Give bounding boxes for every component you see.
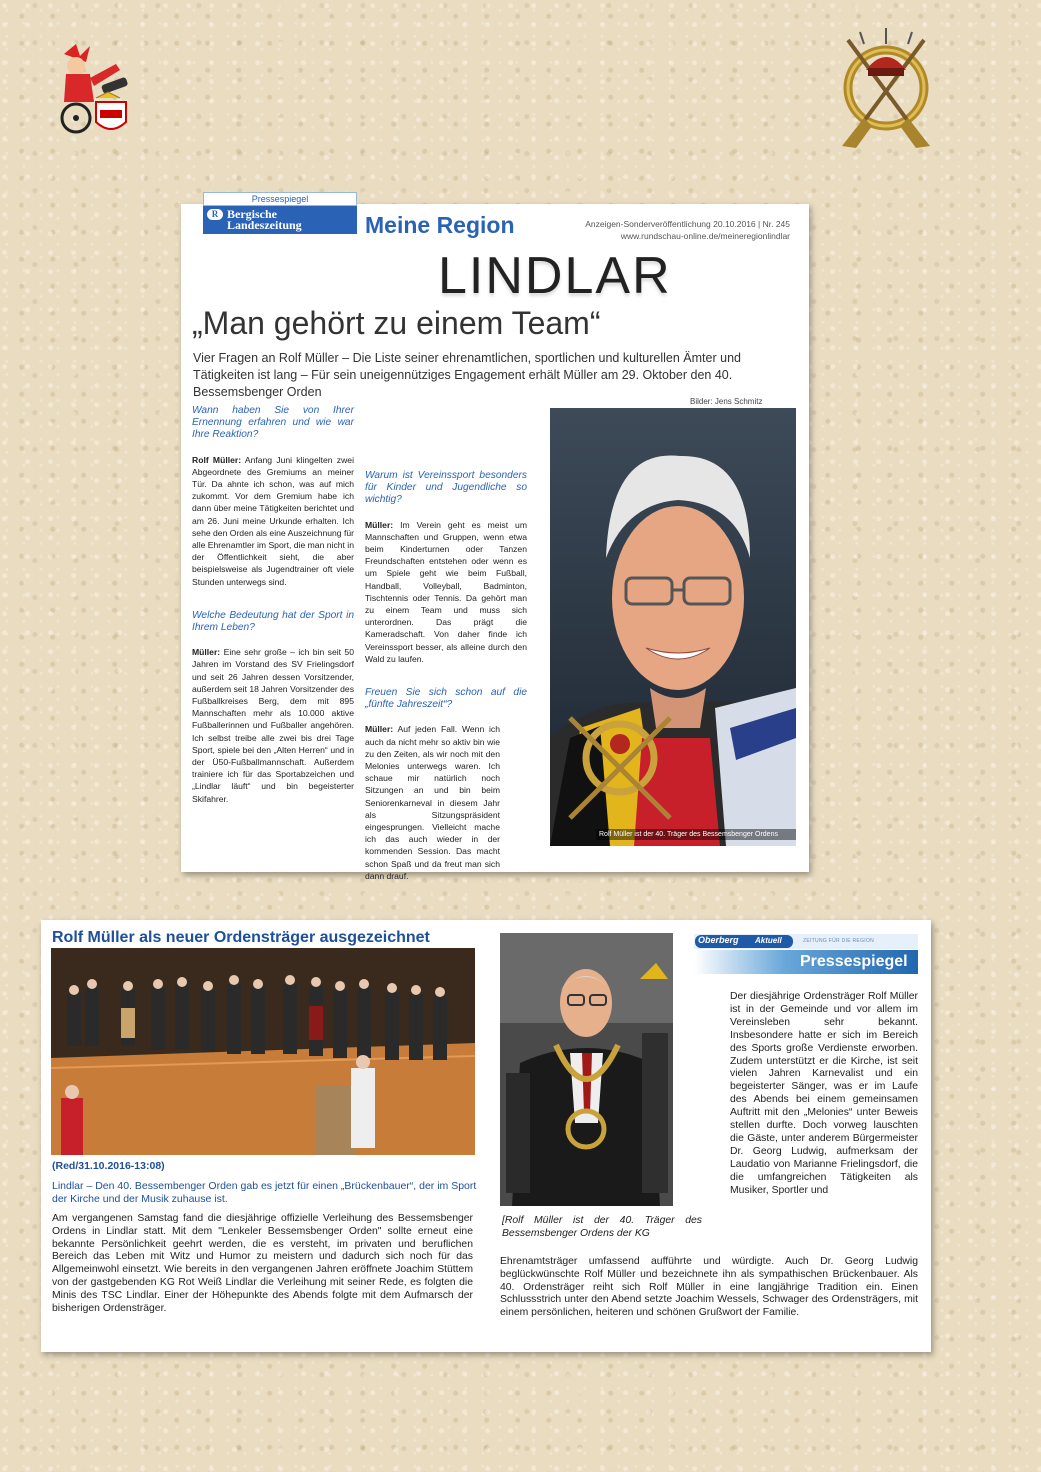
answer-4 bbox=[365, 723, 500, 882]
pressespiegel-tab: Pressespiegel bbox=[203, 192, 357, 206]
question-1: Wann haben Sie von Ihrer Ernennung erfahren und wie war Ihre Reaktion? bbox=[192, 405, 354, 441]
paper-name: Bergische Landeszeitung bbox=[227, 207, 302, 232]
article-body-left: Am vergangenen Samstag fand die diesjährige offizielle Verleihung des Bessemsbenger Ordens in Lindlar statt. Mit dem "Lenkeler Bessemsbenger Orden" sollte erneut eine bekannte Persönlichkeit geehrt werden, die es versteht, im privaten und beruflichen Bereich das Leben mit Witz und Humor zu meistern und dadurch sich noch für das Allgemeinwohl einsetzt. Wie bereits in den vergangenen Jahren eröffnete Joachim Stüttem von der gastgebenden KG Rot Weiß Lindlar die Verleihung mit seiner Rede, es folgten die Minis des TSC Lindlar. Einer der Höhepunkte des Abends folgte mit dem Aufmarsch der bisherigen Ordensträger. bbox=[52, 1213, 473, 1314]
question-3: Warum ist Vereinssport besonders für Kinder und Jugendliche so wichtig? bbox=[365, 470, 527, 506]
photo-credit: Bilder: Jens Schmitz bbox=[690, 397, 763, 406]
issue-line: Anzeigen-Sonderveröffentlichung 20.10.2016 | Nr. 245 bbox=[585, 219, 790, 229]
brand-sub: Aktuell bbox=[755, 936, 782, 945]
answer-1 bbox=[192, 454, 354, 588]
issue-info bbox=[540, 218, 790, 242]
article-subline: Vier Fragen an Rolf Müller – Die Liste seiner ehrenamtlichen, sportlichen und kulturellen Ämter und Tätigkeiten ist lang – Für sein uneigennütziges Engagement erhält Müller am 29. Oktober den 40. Bessemsbenger Orden bbox=[193, 351, 741, 399]
town-title: LINDLAR bbox=[438, 247, 672, 305]
pressespiegel-banner: Pressespiegel bbox=[800, 953, 908, 970]
article-body-right-top: Der diesjährige Ordensträger Rolf Müller ist in der Gemeinde und vor allem im Vereinsleben sehr bekannt. Insbesondere hatte er sich im Bereich des Sports große Verdienste erworben. Zudem unterstützt er die Kirche, ist seit vielen Jahren Karnevalist und ein begeisterter Sänger, was er im Laufe des Abends bei einem gemeinsamen Auftritt mit den „Melonies“ unter Beweis stellen durfte. Doch vorweg lauschten die Gäste, unter anderem Bürgermeister Dr. Georg Ludwig, aufmerksam der Laudatio von Marianne Frielingsdorf, die die umfangreichen Tätigkeiten als Musiker, Sportler und bbox=[730, 991, 918, 1196]
article-headline: „Man gehört zu einem Team“ bbox=[192, 305, 601, 341]
answer-text: Anfang Juni klingelten zwei Abgeordnete des Gremiums an meiner Tür. Da ahnte ich schon, was auf mich zukommt. Vor dem Gremium habe ich dann über meine Tätigkeiten berichtet und am 26. Juni meine Urkunde erhalten. Ich sehe den Orden als eine Auszeichnung für alle Ehrenamtler im Sport, die man nicht in der Öffentlichkeit sieht, die aber beispielsweise als Jugendtrainer oft viele Stunden unterwegs sind. bbox=[192, 454, 354, 587]
url-line: www.rundschau-online.de/meineregionlindlar bbox=[620, 231, 790, 241]
question-4: Freuen Sie sich schon auf die „fünfte Jahreszeit“? bbox=[365, 687, 527, 711]
jester-cannon-crest-icon bbox=[46, 40, 134, 140]
answer-text: Eine sehr große – ich bin seit 50 Jahren im Vorstand des SV Frielingsdorf und seit 26 Jahren dessen Vorsitzender, außerdem seit 18 Jahren Vorsitzender des Fußballkreises Berg, dem mit 895 Mannschaften mehr als 10.000 aktive Fußballerinnen und Fußballer angehören. Ich selbst treibe alle zwei bis drei Tage Sport, spiele bei den „Alten Herren“ und in der Ü50-Fußballmannschaft. Außerdem trainiere ich für das Sportabzeichen und „Lindlar läuft“ und bin begeisterter Skifahrer. bbox=[192, 647, 354, 804]
answer-text: Auf jeden Fall. Wenn ich auch da nicht mehr so aktiv bin wie zu den Zeiten, als wir noch mit den Melonies unterwegs waren. Ich schaue mir natürlich noch Sitzungen an und bin beim Seniorenkarneval in diesem Jahr als Sitzungspräsident eingesprungen. Vielleicht mache ich das auch wieder in der kommenden Session. Das macht schon Spaß und da freut man sich dann drauf. bbox=[365, 724, 500, 881]
brand-tagline: ZEITUNG FÜR DIE REGION bbox=[803, 938, 875, 944]
answer-3 bbox=[365, 519, 527, 665]
question-2: Welche Bedeutung hat der Sport in Ihrem Leben? bbox=[192, 609, 354, 634]
answer-speaker: Rolf Müller: bbox=[192, 454, 242, 465]
answer-2 bbox=[192, 646, 354, 805]
section-title: Meine Region bbox=[365, 212, 515, 238]
stage-photo bbox=[51, 948, 475, 1155]
brand-name: Oberberg bbox=[698, 935, 739, 945]
answer-speaker: Müller: bbox=[365, 519, 394, 530]
paper-badge-icon: R bbox=[207, 209, 223, 220]
medal-portrait-photo bbox=[500, 933, 673, 1206]
online-article-title: Rolf Müller als neuer Ordensträger ausgezeichnet bbox=[52, 929, 430, 946]
answer-text: Im Verein geht es meist um Mannschaften und Gruppen, wenn etwa beim Kinderturnen oder Tanzen Freundschaften entstehen oder wenn es um Spiele geht wie beim Fußball, Handball, Volleyball, Badminton, Tischtennis oder Tennis. Da gehört man zu einem Team und muss sich unterordnen. Das prägt die Kameradschaft. Von daher finde ich Vereinssport besser, als alleine durch den Wald zu laufen. bbox=[365, 519, 527, 664]
article-body-right-bottom: Ehrenamtsträger umfassend aufführte und würdigte. Auch Dr. Georg Ludwig beglückwünschte Rolf Müller und bezeichnete ihn als sympathischen Brückenbauer. Als 40. Ordensträger reiht sich Rolf Müller in eine langjährige Tradition ein. Einen Schlussstrich unter den Abend setzte Joachim Wessels, Schwager des Ordensträgers, mit einem persönlichen, heiteren und schönen Grußwort der Familie. bbox=[500, 1256, 918, 1319]
paper-masthead bbox=[203, 206, 357, 234]
article-date: (Red/31.10.2016-13:08) bbox=[52, 1160, 165, 1172]
answer-speaker: Müller: bbox=[365, 724, 394, 735]
answer-speaker: Müller: bbox=[192, 647, 221, 658]
broom-order-medal-icon bbox=[838, 22, 934, 150]
portrait-photo bbox=[550, 408, 796, 846]
article-lead: Lindlar – Den 40. Bessembenger Orden gab es jetzt für einen „Brückenbauer“, der im Sport der Kirche und der Musik zuhause ist. bbox=[52, 1180, 477, 1205]
photo-caption: [Rolf Müller ist der 40. Träger des Bessemsbenger Ordens der KG bbox=[502, 1215, 702, 1239]
interview-column-2 bbox=[365, 470, 527, 904]
interview-column-1 bbox=[192, 405, 354, 827]
photo-caption: Rolf Müller ist der 40. Träger des Bessemsbenger Ordens bbox=[596, 829, 796, 840]
